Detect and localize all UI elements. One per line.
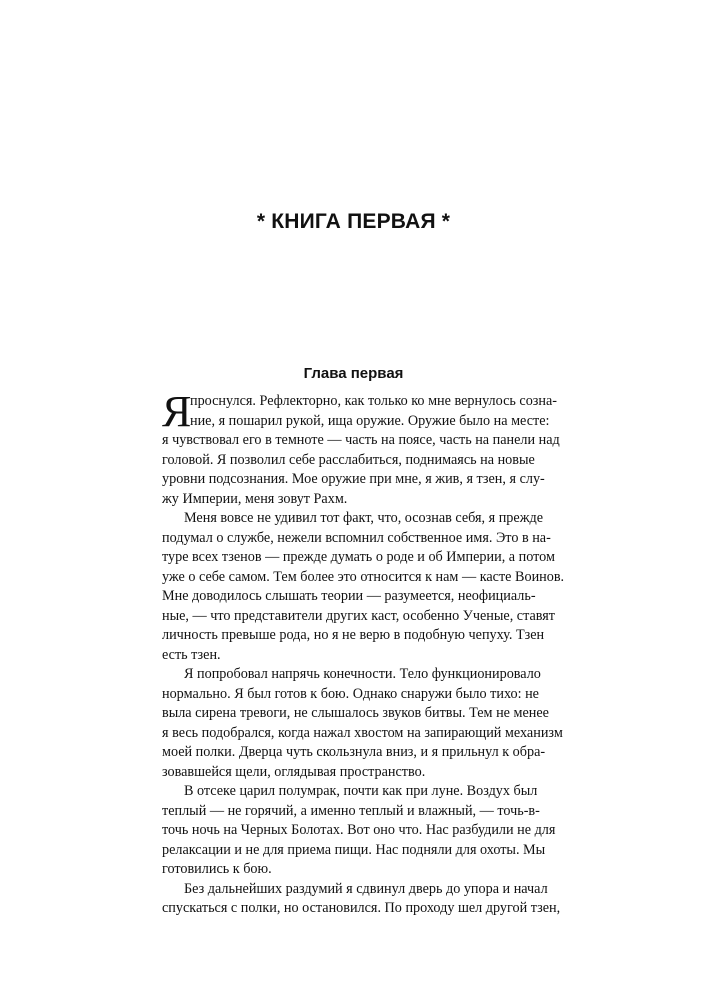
text-line: есть тзен. — [162, 646, 221, 663]
text-line: уже о себе самом. Тем более это относится к нам — касте Воинов. — [162, 568, 565, 585]
text-line: я чувствовал его в темноте — часть на поясе, часть на панели над — [162, 432, 560, 448]
text-line: Мне доводилось слышать теории — разумеется, неофициаль- — [162, 588, 536, 604]
text-line: готовились к бою. — [162, 861, 272, 877]
text-line: В отсеке царил полумрак, почти как при луне. Воздух был — [184, 783, 538, 799]
text-line: спускаться с полки, но остановился. По проходу шел другой тзен, — [162, 900, 561, 916]
chapter-title: Глава первая — [303, 365, 404, 382]
text-line: зовавшейся щели, оглядывая пространство. — [162, 763, 426, 780]
text-line: туре всех тзенов — прежде думать о роде и об Империи, а потом — [162, 549, 555, 565]
text-line: Без дальнейших раздумий я сдвинул дверь до упора и начал — [184, 880, 548, 897]
text-line: ные, — что представители других каст, особенно Ученые, ставят — [162, 607, 555, 624]
text-line: головой. Я позволил себе расслабиться, поднимаясь на новые — [162, 451, 535, 468]
text-line: подумал о службе, нежели вспомнил собственное имя. Это в на- — [162, 529, 551, 546]
text-line: моей полки. Дверца чуть скользнула вниз, и я прильнул к обра- — [162, 744, 546, 760]
text-line: уровни подсознания. Мое оружие при мне, я жив, я тзен, я слу- — [162, 471, 545, 487]
text-line: теплый — не горячий, а именно теплый и влажный, — точь-в- — [162, 802, 540, 819]
drop-cap: Я — [162, 387, 192, 436]
text-line: личность превыше рода, но я не верю в подобную чепуху. Тзен — [162, 627, 545, 643]
text-line: жу Империи, меня зовут Рахм. — [162, 490, 348, 507]
text-line: нормально. Я был готов к бою. Однако снаружи было тихо: не — [162, 685, 539, 702]
text-line: точь ночь на Черных Болотах. Вот оно что. Нас разбудили не для — [162, 822, 556, 838]
text-line: проснулся. Рефлекторно, как только ко мне вернулось созна- — [190, 393, 558, 409]
body-text — [162, 387, 565, 919]
text-line: выла сирена тревоги, не слышалось звуков битвы. Тем не менее — [162, 705, 549, 721]
book-title: * КНИГА ПЕРВАЯ * — [256, 210, 451, 233]
text-line: Я попробовал напрячь конечности. Тело функционировало — [184, 666, 541, 682]
text-line: я весь подобрался, когда нажал хвостом на запирающий механизм — [162, 724, 563, 741]
text-line: ние, я пошарил рукой, ища оружие. Оружие было на месте: — [190, 412, 550, 429]
text-line: Меня вовсе не удивил тот факт, что, осознав себя, я прежде — [184, 510, 544, 526]
text-line: релаксации и не для приема пищи. Нас подняли для охоты. Мы — [162, 841, 546, 858]
